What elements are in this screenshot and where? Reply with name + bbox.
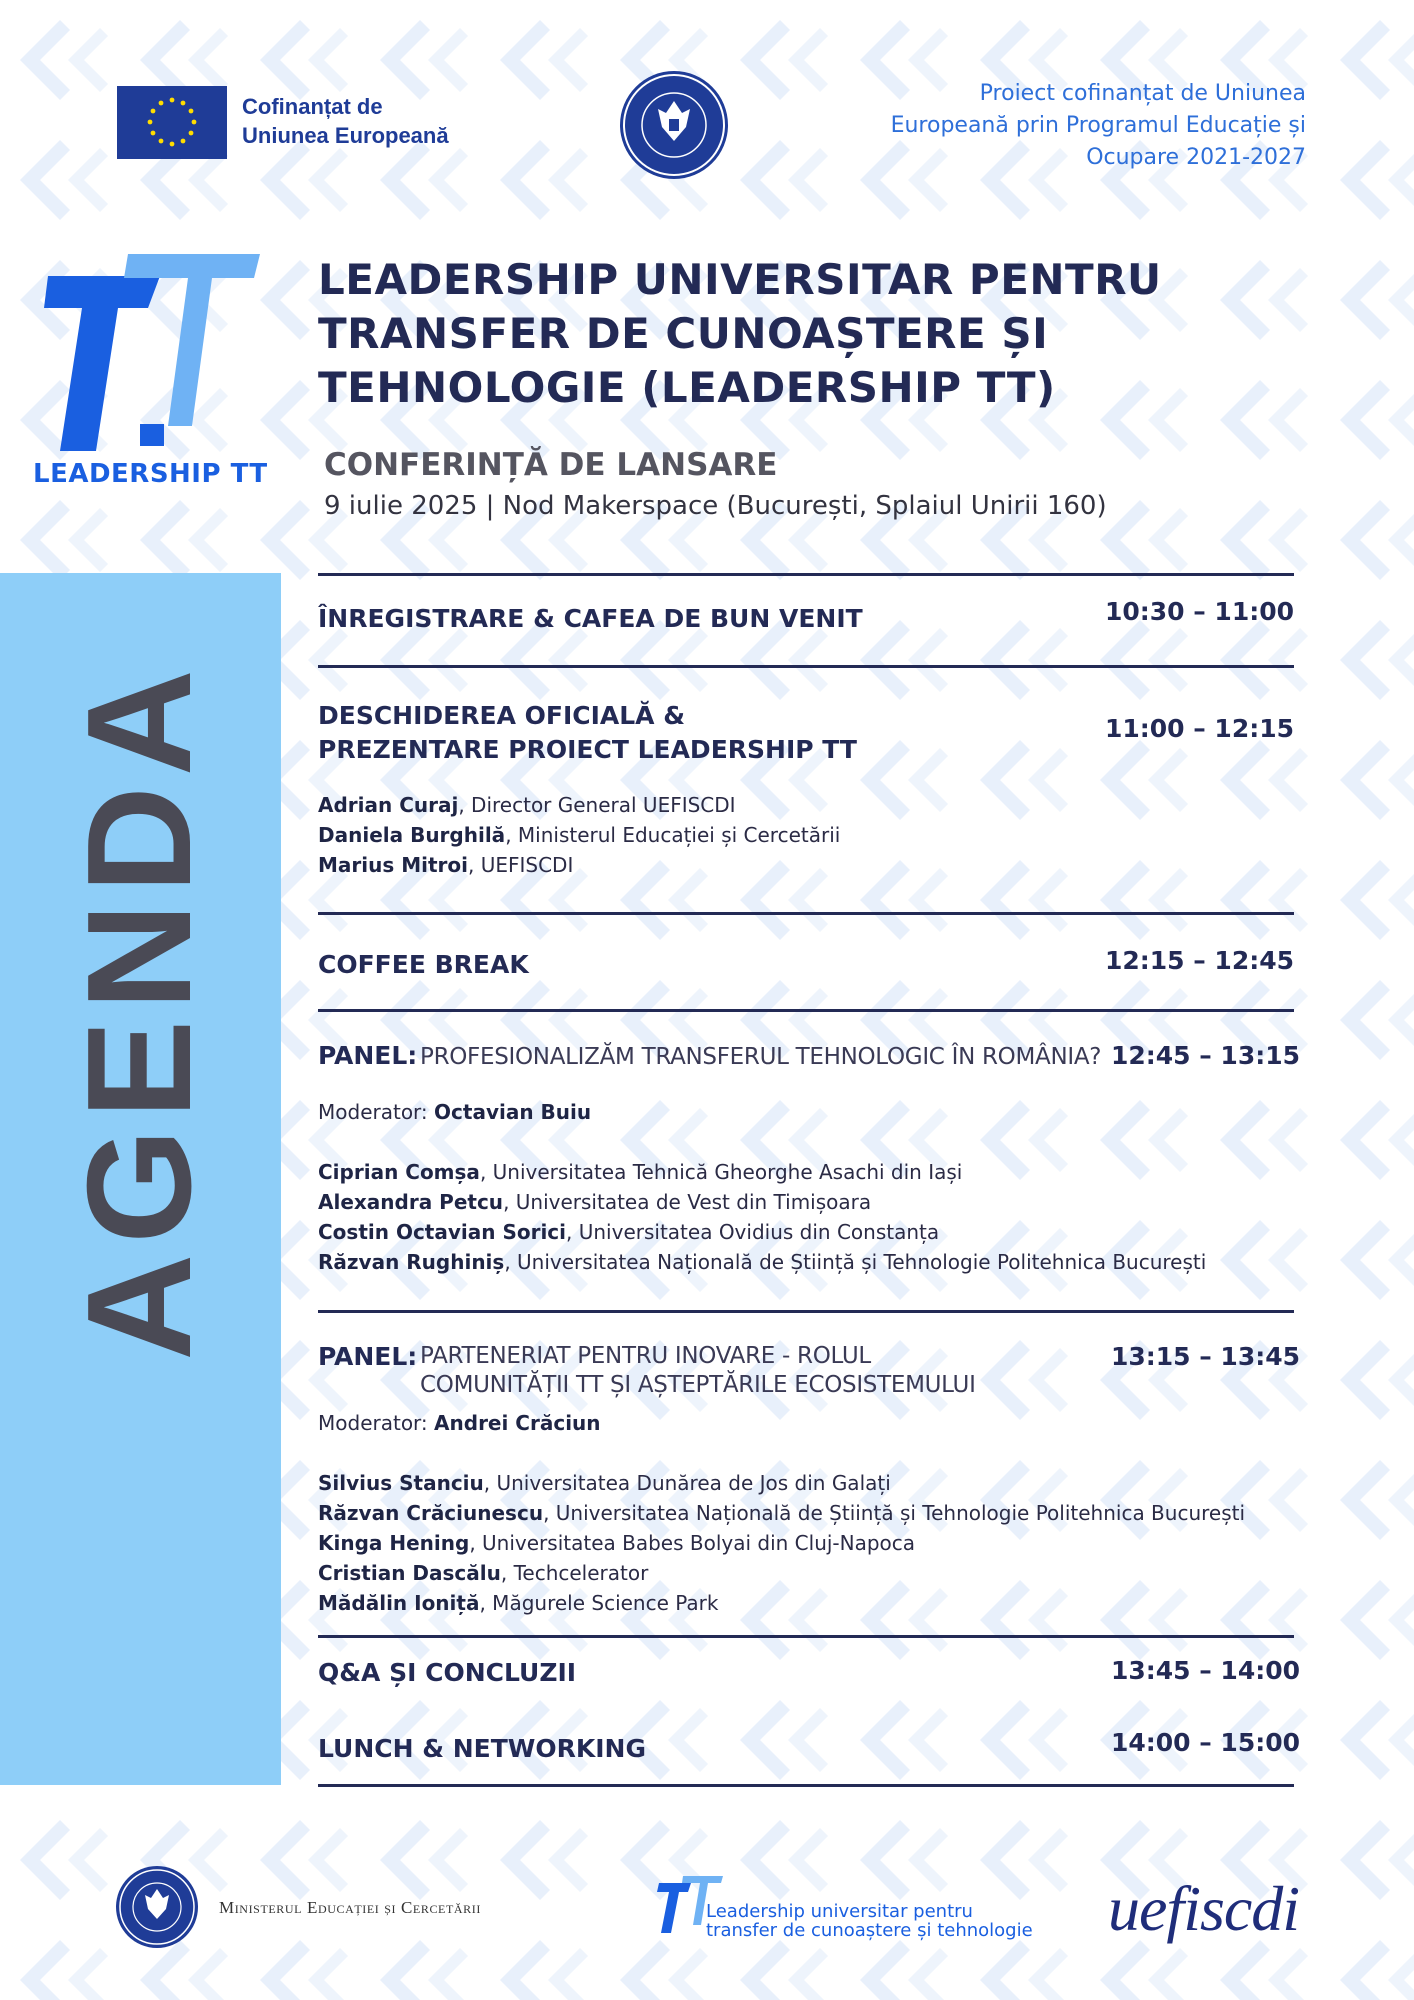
speaker-role: , Universitatea Națională de Știință și Tehnologie Politehnica București — [543, 1501, 1246, 1525]
speaker-role: , Universitatea Națională de Știință și Tehnologie Politehnica București — [504, 1250, 1207, 1274]
speaker — [318, 1558, 1245, 1588]
footer-project-line-2: transfer de cunoaștere și tehnologie — [706, 1920, 1033, 1941]
panel2-moderator — [318, 1411, 601, 1435]
divider — [318, 1009, 1294, 1012]
panel1-speakers — [318, 1157, 1206, 1277]
speaker-role: , Universitatea de Vest din Timișoara — [503, 1190, 872, 1214]
panel2-topic-line-1: PARTENERIAT PENTRU INOVARE - ROLUL — [420, 1343, 871, 1369]
speaker — [318, 850, 840, 880]
panel2-topic-line-2: COMUNITĂȚII TT ȘI AȘTEPTĂRILE ECOSISTEMULUI — [420, 1372, 976, 1398]
title-line-3: TEHNOLOGIE (LEADERSHIP TT) — [318, 363, 1056, 412]
speaker-name: Daniela Burghilă — [318, 823, 506, 847]
speaker — [318, 1528, 1245, 1558]
session-opening-title — [318, 699, 857, 767]
speaker-name: Silvius Stanciu — [318, 1471, 484, 1495]
speaker-role: , Director General UEFISCDI — [458, 793, 736, 817]
uefiscdi-logo: uefiscdi — [1108, 1873, 1300, 1944]
footer-project-name — [706, 1902, 1033, 1940]
speaker-name: Marius Mitroi — [318, 853, 468, 877]
government-seal-icon — [115, 1865, 199, 1949]
moderator-name: Andrei Crăciun — [434, 1411, 601, 1435]
panel2-label: PANEL: — [318, 1342, 418, 1371]
event-date-location: 9 iulie 2025 | Nod Makerspace (București, Splaiul Unirii 160) — [324, 491, 1107, 521]
eu-line-2: Uniunea Europeană — [242, 123, 449, 148]
speaker — [318, 790, 840, 820]
panel2-topic — [420, 1342, 1040, 1400]
panel1-moderator — [318, 1100, 591, 1124]
opening-speakers — [318, 790, 840, 880]
speaker-name: Adrian Curaj — [318, 793, 459, 817]
session-lunch-time: 14:00 – 15:00 — [1110, 1728, 1300, 1757]
title-line-1: LEADERSHIP UNIVERSITAR PENTRU — [318, 255, 1162, 304]
cofinance-statement — [866, 78, 1306, 174]
speaker-name: Costin Octavian Sorici — [318, 1220, 567, 1244]
leadership-tt-logo-icon — [40, 246, 270, 456]
panel1-topic: PROFESIONALIZĂM TRANSFERUL TEHNOLOGIC ÎN ROMÂNIA? — [420, 1044, 1102, 1070]
speaker-role: , Ministerul Educației și Cercetării — [505, 823, 841, 847]
speaker-role: , Universitatea Ovidius din Constanța — [566, 1220, 940, 1244]
page-title — [318, 253, 1318, 415]
speaker — [318, 1468, 1245, 1498]
panel1-time: 12:45 – 13:15 — [1110, 1041, 1300, 1070]
moderator-label: Moderator: — [318, 1411, 428, 1435]
speaker-name: Răzvan Rughiniș — [318, 1250, 505, 1274]
speaker-role: , Techcelerator — [500, 1561, 649, 1585]
speaker — [318, 1187, 1206, 1217]
cofinance-line-1: Proiect cofinanțat de Uniunea — [979, 81, 1306, 106]
divider — [318, 912, 1294, 915]
session-lunch-title: LUNCH & NETWORKING — [318, 1734, 646, 1763]
session-registration-title: ÎNREGISTRARE & CAFEA DE BUN VENIT — [318, 604, 863, 633]
speaker-name: Kinga Hening — [318, 1531, 470, 1555]
agenda-label: AGENDA — [57, 659, 222, 1361]
eu-cofinance-label — [242, 92, 449, 150]
speaker — [318, 1217, 1206, 1247]
speaker — [318, 1588, 1245, 1618]
government-seal-icon — [618, 69, 730, 181]
speaker-role: , Universitatea Babes Bolyai din Cluj-Napoca — [469, 1531, 916, 1555]
eu-line-1: Cofinanțat de — [242, 94, 383, 119]
speaker — [318, 1247, 1206, 1277]
speaker-name: Mădălin Ioniță — [318, 1591, 480, 1615]
speaker — [318, 1157, 1206, 1187]
moderator-label: Moderator: — [318, 1100, 428, 1124]
opening-title-line-2: PREZENTARE PROIECT LEADERSHIP TT — [318, 735, 857, 764]
speaker — [318, 1498, 1245, 1528]
logo-label: LEADERSHIP TT — [33, 459, 268, 489]
panel2-speakers — [318, 1468, 1245, 1618]
speaker-role: , Universitatea Dunărea de Jos din Galați — [483, 1471, 891, 1495]
panel1-label: PANEL: — [318, 1041, 418, 1070]
divider — [318, 573, 1294, 576]
eu-flag-icon — [117, 86, 227, 159]
speaker-role: , Măgurele Science Park — [479, 1591, 719, 1615]
cofinance-line-2: Europeană prin Programul Educație și — [890, 113, 1306, 138]
moderator-name: Octavian Buiu — [434, 1100, 592, 1124]
title-line-2: TRANSFER DE CUNOAȘTERE ȘI — [318, 309, 1049, 358]
divider — [318, 1310, 1294, 1313]
session-qa-time: 13:45 – 14:00 — [1110, 1656, 1300, 1685]
divider — [318, 1635, 1294, 1638]
ministry-label: Ministerul Educației și Cercetării — [219, 1898, 481, 1917]
speaker-name: Alexandra Petcu — [318, 1190, 504, 1214]
divider — [318, 665, 1294, 668]
session-opening-time: 11:00 – 12:15 — [1104, 714, 1294, 743]
speaker — [318, 820, 840, 850]
cofinance-line-3: Ocupare 2021-2027 — [1086, 145, 1306, 170]
session-qa-title: Q&A ȘI CONCLUZII — [318, 1658, 577, 1687]
divider — [318, 1784, 1294, 1787]
opening-title-line-1: DESCHIDEREA OFICIALĂ & — [318, 701, 686, 730]
speaker-role: , Universitatea Tehnică Gheorghe Asachi din Iași — [479, 1160, 963, 1184]
speaker-name: Cristian Dascălu — [318, 1561, 501, 1585]
event-subtitle: CONFERINȚĂ DE LANSARE — [324, 447, 778, 483]
session-registration-time: 10:30 – 11:00 — [1104, 597, 1294, 626]
footer-project-line-1: Leadership universitar pentru — [706, 1901, 973, 1922]
panel2-time: 13:15 – 13:45 — [1110, 1342, 1300, 1371]
session-coffee-time: 12:15 – 12:45 — [1104, 946, 1294, 975]
speaker-name: Ciprian Comșa — [318, 1160, 480, 1184]
speaker-name: Răzvan Crăciunescu — [318, 1501, 544, 1525]
speaker-role: , UEFISCDI — [468, 853, 574, 877]
session-coffee-title: COFFEE BREAK — [318, 950, 529, 979]
